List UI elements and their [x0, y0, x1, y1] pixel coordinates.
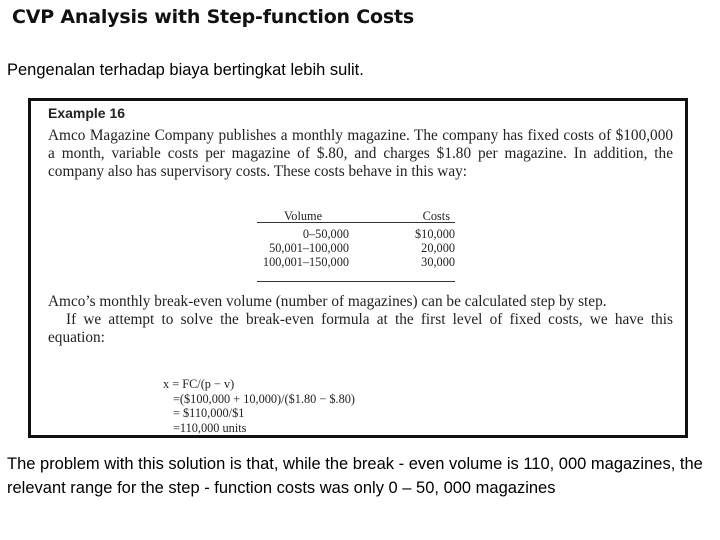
example-scan-image: [28, 98, 688, 438]
table-cell-volume: 0–50,000: [302, 227, 349, 241]
break-even-equation: [163, 377, 355, 435]
table-row: [253, 227, 455, 241]
paragraph-2-line-1: Amco’s monthly break-even volume (number of magazines) can be calculated step by step.: [48, 293, 607, 310]
example-heading: Example 16: [48, 105, 126, 121]
equation-line-4: =110,000 units: [173, 420, 247, 435]
slide-title: CVP Analysis with Step-function Costs: [12, 6, 414, 28]
table-top-rule: [257, 222, 455, 223]
example-paragraph-2: [48, 293, 673, 347]
step-cost-table: [253, 209, 455, 282]
equation-line-2: =($100,000 + 10,000)/($1.80 − $.80): [173, 391, 356, 406]
table-header-costs: Costs: [422, 209, 450, 223]
table-cell-costs: 30,000: [421, 255, 455, 269]
table-cell-costs: $10,000: [415, 227, 455, 241]
table-cell-volume: 100,001–150,000: [262, 255, 349, 269]
equation-line-1: x = FC/(p − v): [163, 377, 235, 391]
paragraph-2-line-2: If we attempt to solve the break-even formula at the first level of fixed costs, we have this equation:: [48, 311, 673, 346]
table-row: [253, 241, 455, 255]
slide-subtitle: Pengenalan terhadap biaya bertingkat lebih sulit.: [7, 61, 364, 79]
table-header-volume: Volume: [284, 209, 323, 223]
table-cell-volume: 50,001–100,000: [269, 241, 349, 255]
slide-footer-text: The problem with this solution is that, while the break - even volume is 110, 000 magazines, the relevant range for the step - function costs was only 0 – 50, 000 magazines: [7, 455, 703, 497]
table-bottom-rule: [257, 281, 455, 282]
table-cell-costs: 20,000: [421, 241, 455, 255]
example-paragraph-1: Amco Magazine Company publishes a monthly magazine. The company has fixed costs of $100,000 a month, variable costs per magazine of $.80, and charges $1.80 per magazine. In addition, the company also has supervisory costs. These costs behave in this way:: [48, 127, 673, 180]
table-row: [253, 255, 455, 269]
equation-line-3: = $110,000/$1: [173, 406, 245, 420]
